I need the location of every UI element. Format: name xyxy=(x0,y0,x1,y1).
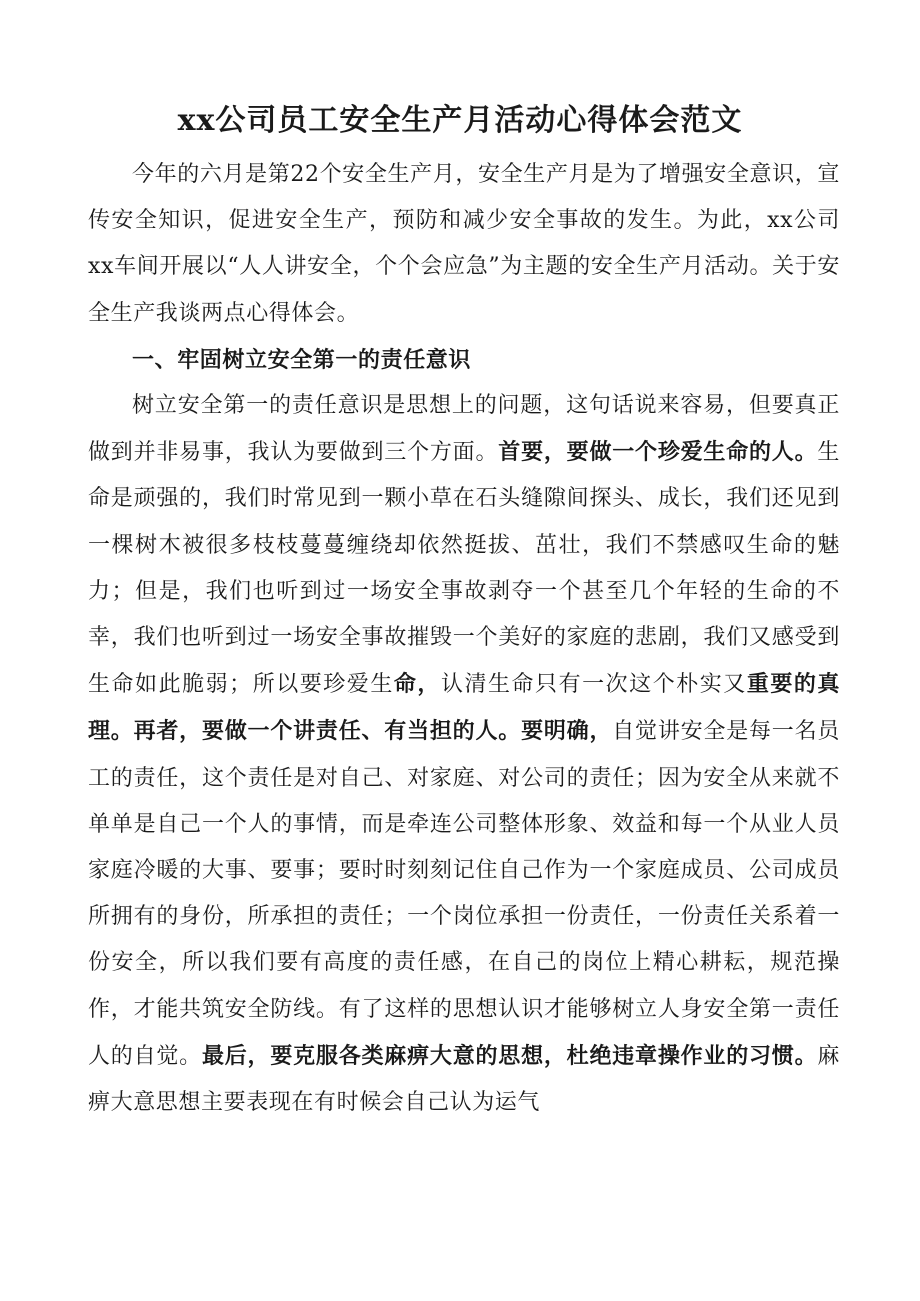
text-run: 麻痹大意思想主要表现在有时候会自己认为运气 xyxy=(88,1043,840,1116)
bold-run: 首要，要做一个珍爱生命的人。 xyxy=(498,439,818,466)
intro-paragraph: 今年的六月是第22个安全生产月，安全生产月是为了增强安全意识，宣传安全知识，促进安全生产，预防和减少安全事故的发生。为此，xx公司xx车间开展以“人人讲安全，个个会应急”为主题的安全生产月活动。关于安全生产我谈两点心得体会。 xyxy=(88,162,840,326)
bold-run: 重要的真理。再者，要做一个讲责任、有当担的人。要明确， xyxy=(88,671,840,745)
text-run: 自觉讲安全是每一名员工的责任，这个责任是对自己、对家庭、对公司的责任；因为安全从来就不单单是自己一个人的事情，而是牵连公司整体形象、效益和每一个从业人员家庭冷暖的大事、要事；要时时刻刻记住自己作为一个家庭成员、公司成员所拥有的身份，所承担的责任；一个岗位承担一份责任，一份责任关系着一份安全，所以我们要有高度的责任感，在自己的岗位上精心耕耘，规范操作，才能共筑安全防线。有了这样的思想认识才能够树立人身安全第一责任人的自觉。 xyxy=(88,719,840,1069)
document-title: xx公司员工安全生产月活动心得体会范文 xyxy=(177,103,743,138)
bold-run: 命， xyxy=(393,671,441,698)
text-run: 生命是顽强的，我们时常见到一颗小草在石头缝隙间探头、成长，我们还见到一棵树木被很多枝枝蔓蔓缠绕却依然挺拔、茁壮，我们不禁感叹生命的魅力；但是，我们也听到过一场安全事故剥夺一个甚至几个年轻的生命的不幸，我们也听到过一场安全事故摧毁一个美好的家庭的悲剧，我们又感受到生命如此脆弱；所以要珍爱生 xyxy=(88,440,840,698)
text-run: 认清生命只有一次这个朴实又 xyxy=(440,672,747,698)
bold-run: 最后，要克服各类麻痹大意的思想，杜绝违章操作业的习惯。 xyxy=(201,1042,818,1069)
text-run: 树立安全第一的责任意识是思想上的问题，这句话说来容易，但要真正做到并非易事，我认为要做到三个方面。 xyxy=(88,393,840,466)
document-body xyxy=(88,152,840,1126)
section-heading-1: 一、牢固树立安全第一的责任意识 xyxy=(132,346,472,373)
section-1-paragraph xyxy=(88,383,840,1126)
